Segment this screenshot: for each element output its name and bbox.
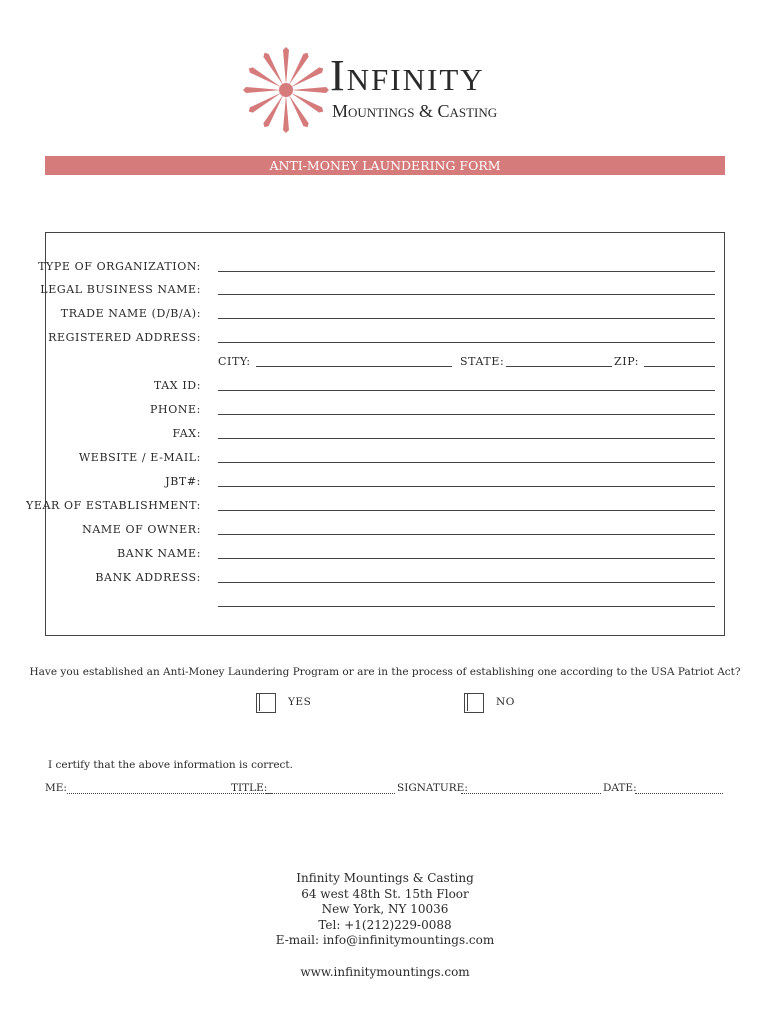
jbt-input[interactable]: [218, 486, 715, 487]
no-label: NO: [496, 696, 515, 708]
footer-email: E-mail: info@infinitymountings.com: [275, 933, 495, 947]
zip-input[interactable]: [644, 366, 715, 367]
year-of-establishment-label: YEAR OF ESTABLISHMENT:: [25, 499, 201, 512]
name-of-owner-input[interactable]: [218, 534, 715, 535]
footer-street: 64 west 48th St. 15th Floor: [301, 886, 469, 901]
name-label: ME:: [45, 782, 67, 794]
tax-id-label: TAX ID:: [153, 379, 201, 392]
city-label: CITY:: [218, 355, 251, 368]
type-of-organization-input[interactable]: [218, 271, 715, 272]
phone-label: PHONE:: [150, 403, 201, 416]
signature-label: SIGNATURE:: [397, 782, 468, 794]
date-label: DATE:: [603, 782, 637, 794]
tax-id-input[interactable]: [218, 390, 715, 391]
type-of-organization-label: TYPE OF ORGANIZATION:: [38, 260, 201, 273]
title-label: TITLE:: [231, 782, 268, 794]
state-input[interactable]: [506, 366, 612, 367]
trade-name-label: TRADE NAME (D/B/A):: [60, 307, 201, 320]
zip-label: ZIP:: [614, 355, 640, 368]
legal-business-name-input[interactable]: [218, 294, 715, 295]
state-label: STATE:: [460, 355, 505, 368]
bank-address-label: BANK ADDRESS:: [95, 571, 201, 584]
brand-name: Infinity: [330, 51, 485, 100]
name-of-owner-label: NAME OF OWNER:: [82, 523, 201, 536]
registered-address-label: REGISTERED ADDRESS:: [48, 331, 201, 344]
city-input[interactable]: [256, 366, 452, 367]
footer-company: Infinity Mountings & Casting: [296, 871, 474, 885]
flower-logo-icon: [234, 44, 330, 136]
trade-name-input[interactable]: [218, 318, 715, 319]
certify-statement: I certify that the above information is correct.: [48, 759, 293, 771]
year-of-establishment-input[interactable]: [218, 510, 715, 511]
legal-business-name-label: LEGAL BUSINESS NAME:: [40, 283, 201, 296]
yes-checkbox[interactable]: [256, 693, 276, 713]
footer-tel: Tel: +1(212)229-0088: [318, 917, 452, 932]
phone-input[interactable]: [218, 414, 715, 415]
form-title-banner: ANTI-MONEY LAUNDERING FORM: [45, 156, 725, 175]
bank-address-input[interactable]: [218, 582, 715, 583]
website-email-input[interactable]: [218, 462, 715, 463]
yes-label: YES: [288, 696, 312, 708]
fax-label: FAX:: [172, 427, 201, 440]
footer-website-link[interactable]: www.infinitymountings.com: [300, 965, 470, 979]
form-box: [25, 232, 725, 636]
jbt-label: JBT#:: [165, 475, 201, 488]
bank-name-label: BANK NAME:: [117, 547, 201, 560]
aml-program-question: Have you established an Anti-Money Laundering Program or are in the process of establishing one according to the USA Patriot Act?: [29, 666, 741, 678]
footer-address: [0, 871, 770, 949]
title-input[interactable]: [265, 793, 395, 794]
no-checkbox[interactable]: [464, 693, 484, 713]
brand-subtitle: Mountings & Casting: [332, 101, 498, 121]
bank-address-input-line-2[interactable]: [218, 606, 715, 607]
company-logo: [234, 44, 534, 136]
fax-input[interactable]: [218, 438, 715, 439]
signature-input[interactable]: [461, 793, 601, 794]
footer-city: New York, NY 10036: [321, 902, 449, 916]
signature-row: [45, 782, 725, 798]
website-email-label: WEBSITE / E-MAIL:: [78, 451, 201, 464]
bank-name-input[interactable]: [218, 558, 715, 559]
registered-address-input[interactable]: [218, 342, 715, 343]
date-input[interactable]: [635, 793, 723, 794]
